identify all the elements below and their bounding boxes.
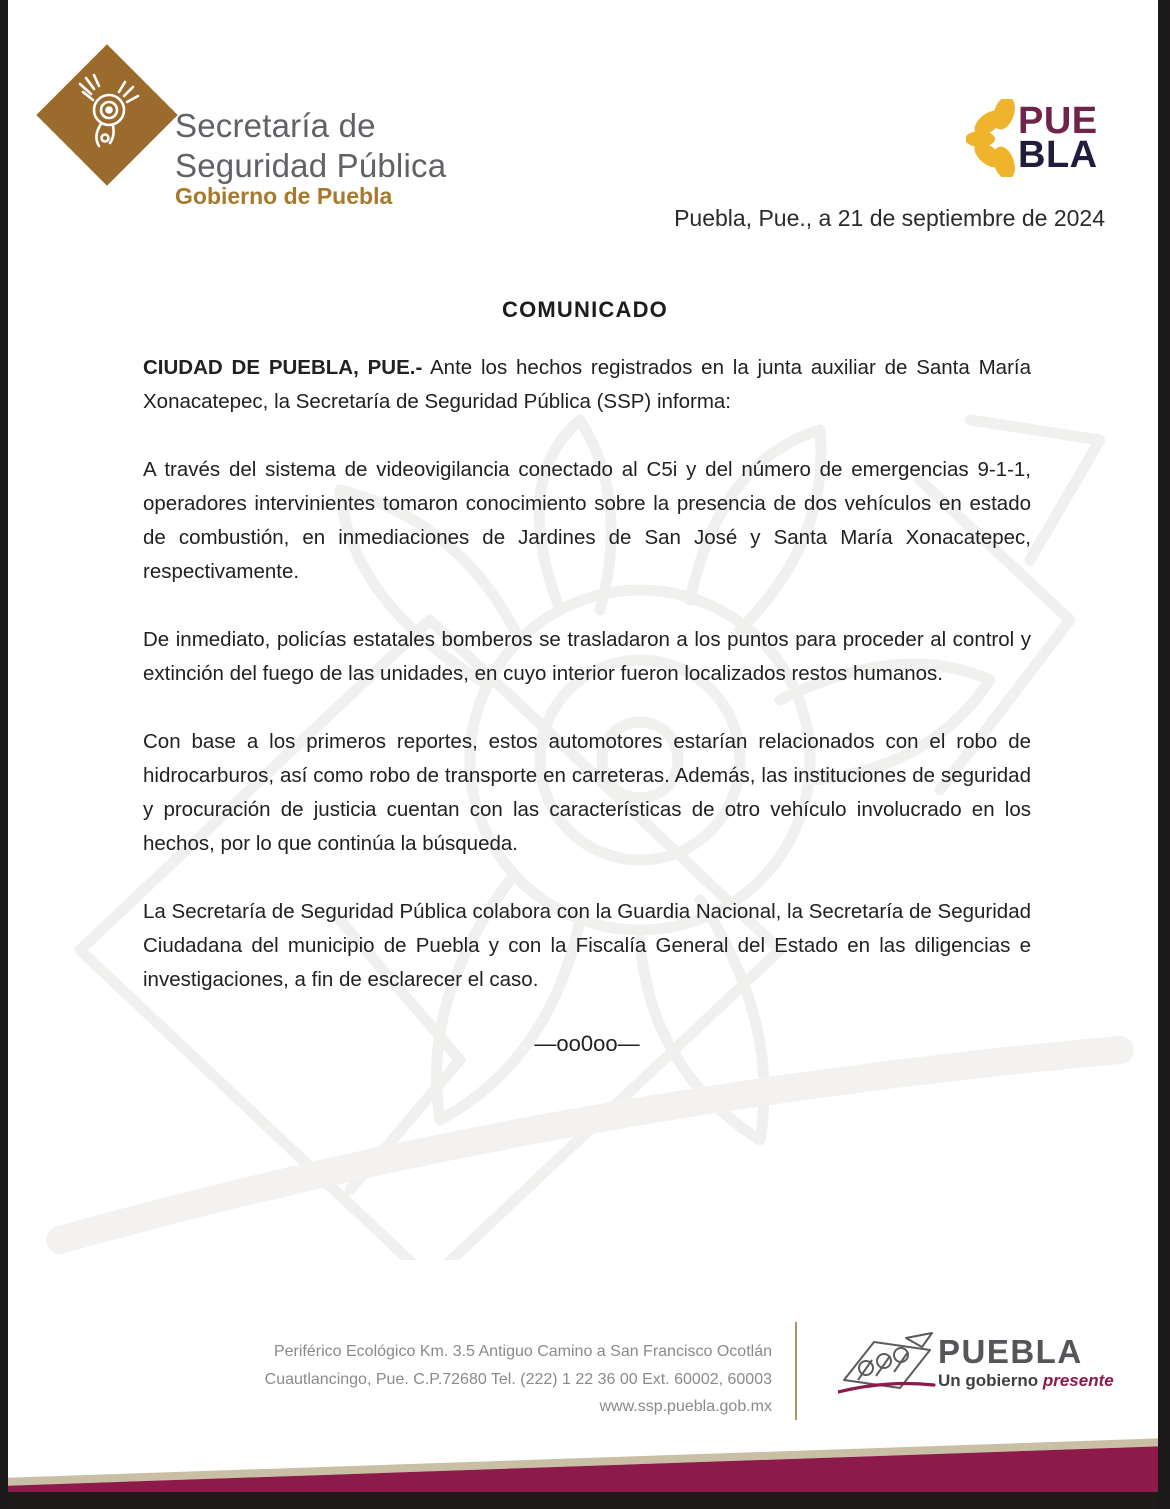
puebla-state-logo [966,99,1098,177]
flower-petals-icon [966,99,1022,177]
document-body [143,351,1031,1057]
page-title: COMUNICADO [502,297,668,322]
address-line-2: Cuautlancingo, Pue. C.P.72680 Tel. (222) 1 22 36 00 Ext. 60002, 60003 [264,1370,772,1388]
org-name-line1: Secretaría de [175,107,376,144]
paragraph-lead: CIUDAD DE PUEBLA, PUE.- [143,356,423,379]
body-paragraph [143,623,1031,691]
body-paragraph [143,725,1031,861]
org-name-line2: Seguridad Pública [175,147,447,184]
paragraph-text: Ante los hechos registrados en la junta auxiliar de Santa María Xonacatepec, la Secretaría de Seguridad Pública (SSP) informa: [143,356,1032,413]
footer-address [172,1338,772,1421]
puebla-wordmark-top: PUE [1018,100,1098,142]
footer-divider-line [795,1322,797,1420]
ssp-bird-glyph-icon [63,66,153,166]
end-separator: —oo0oo— [534,1031,640,1056]
frame-edge-bottom [0,1492,1170,1509]
tagline-normal: Un gobierno [938,1371,1043,1390]
government-subtitle: Gobierno de Puebla [175,183,393,209]
tagline-accent: presente [1042,1371,1114,1390]
website-url: www.ssp.puebla.gob.mx [599,1398,772,1415]
address-line-1: Periférico Ecológico Km. 3.5 Antiguo Camino a San Francisco Ocotlán [273,1343,772,1360]
footer-brand [938,1334,1114,1391]
paragraph-text: A través del sistema de videovigilancia conectado al C5i y del número de emergencias 9-1-1, operadores intervinientes tomaron conocimiento sobre la presencia de dos vehículos en estado de combustión, en inmediaciones de Jardines de San José y Santa María Xonacatepec, respectivamente. [143,458,1031,583]
paragraph-text: La Secretaría de Seguridad Pública colabora con la Guardia Nacional, la Secretaría de Seguridad Ciudadana del municipio de Puebla y con la Fiscalía General del Estado en las diligencias e investigaciones, a fin de esclarecer el caso. [143,900,1031,991]
body-paragraph [143,895,1031,997]
frame-edge-right [1158,0,1170,1509]
footer-brand-tagline [938,1371,1114,1391]
paragraph-text: Con base a los primeros reportes, estos automotores estarían relacionados con el robo de hidrocarburos, así como robo de transporte en carreteras. Además, las instituciones de seguridad y procuración de justicia cuentan con las características de otro vehículo involucrado en los hechos, por lo que continúa la búsqueda. [143,730,1031,855]
footer-brand-name: PUEBLA [938,1333,1083,1370]
date-line: Puebla, Pue., a 21 de septiembre de 2024 [674,205,1105,231]
puebla-wordmark-bottom: BLA [1018,134,1098,176]
paragraph-text: De inmediato, policías estatales bomberos se trasladaron a los puntos para proceder al control y extinción del fuego de las unidades, en cuyo interior fueron localizados restos humanos. [143,628,1031,685]
body-paragraph [143,351,1031,419]
puebla-wordmark [1018,100,1098,176]
puebla-angels-emblem-icon [838,1330,940,1400]
frame-edge-left [0,0,8,1509]
org-name [175,106,446,186]
body-paragraph [143,453,1031,589]
